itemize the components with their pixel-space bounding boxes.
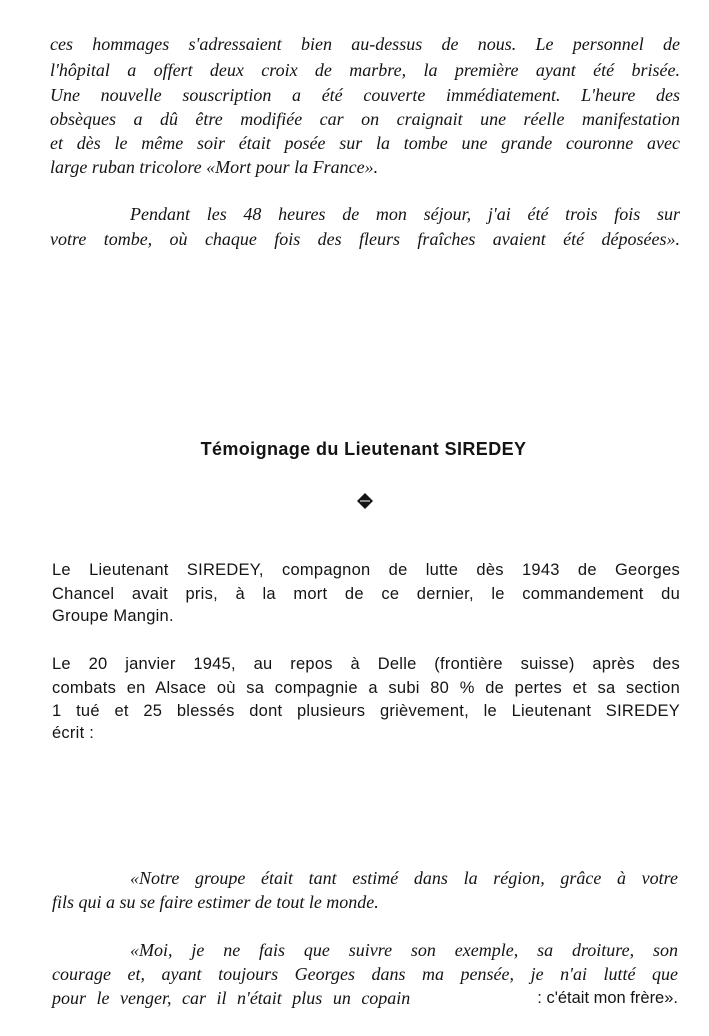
paragraph-line [52,987,678,1009]
paragraph-line: l'hôpital a offert deux croix de marbre, la première ayant été brisée. [50,60,680,80]
paragraph-line: large ruban tricolore «Mort pour la France». [50,157,379,177]
paragraph-line: écrit : [52,724,95,742]
paragraph-line: 1 tué et 25 blessés dont plusieurs grièvement, le Lieutenant SIREDEY [52,702,680,720]
paragraph-line: fils qui a su se faire estimer de tout le monde. [52,892,379,912]
paragraph-line: votre tombe, où chaque fois des fleurs fraîches avaient été déposées». [50,229,680,249]
paragraph-line: «Moi, je ne fais que suivre son exemple, sa droiture, son [130,940,678,960]
quote-line-end: : c'était mon frère». [532,989,678,1007]
paragraph-line: Une nouvelle souscription a été couverte immédiatement. L'heure des [50,85,680,105]
quote-line-start: pour le venger, car il n'était plus un copain [52,988,411,1008]
section-title: Témoignage du Lieutenant SIREDEY [200,439,527,459]
paragraph-line: obsèques a dû être modifiée car on craignait une réelle manifestation [50,109,680,129]
diamond-ornament-icon [357,493,373,509]
paragraph-line: et dès le même soir était posée sur la tombe une grande couronne avec [50,133,680,153]
paragraph-line: ces hommages s'adressaient bien au-dessus de nous. Le personnel de [50,34,680,54]
paragraph-line: Pendant les 48 heures de mon séjour, j'ai été trois fois sur [130,204,680,224]
paragraph-line: Le 20 janvier 1945, au repos à Delle (frontière suisse) après des [52,655,680,673]
paragraph-line: combats en Alsace où sa compagnie a subi 80 % de pertes et sa section [52,679,680,697]
paragraph-line: «Notre groupe était tant estimé dans la région, grâce à votre [130,868,678,888]
paragraph-line: Chancel avait pris, à la mort de ce dernier, le commandement du [52,585,680,603]
paragraph-line: Groupe Mangin. [52,607,174,625]
paragraph-line: Le Lieutenant SIREDEY, compagnon de lutte dès 1943 de Georges [52,561,680,579]
paragraph-line: courage et, ayant toujours Georges dans ma pensée, je n'ai lutté que [52,964,678,984]
